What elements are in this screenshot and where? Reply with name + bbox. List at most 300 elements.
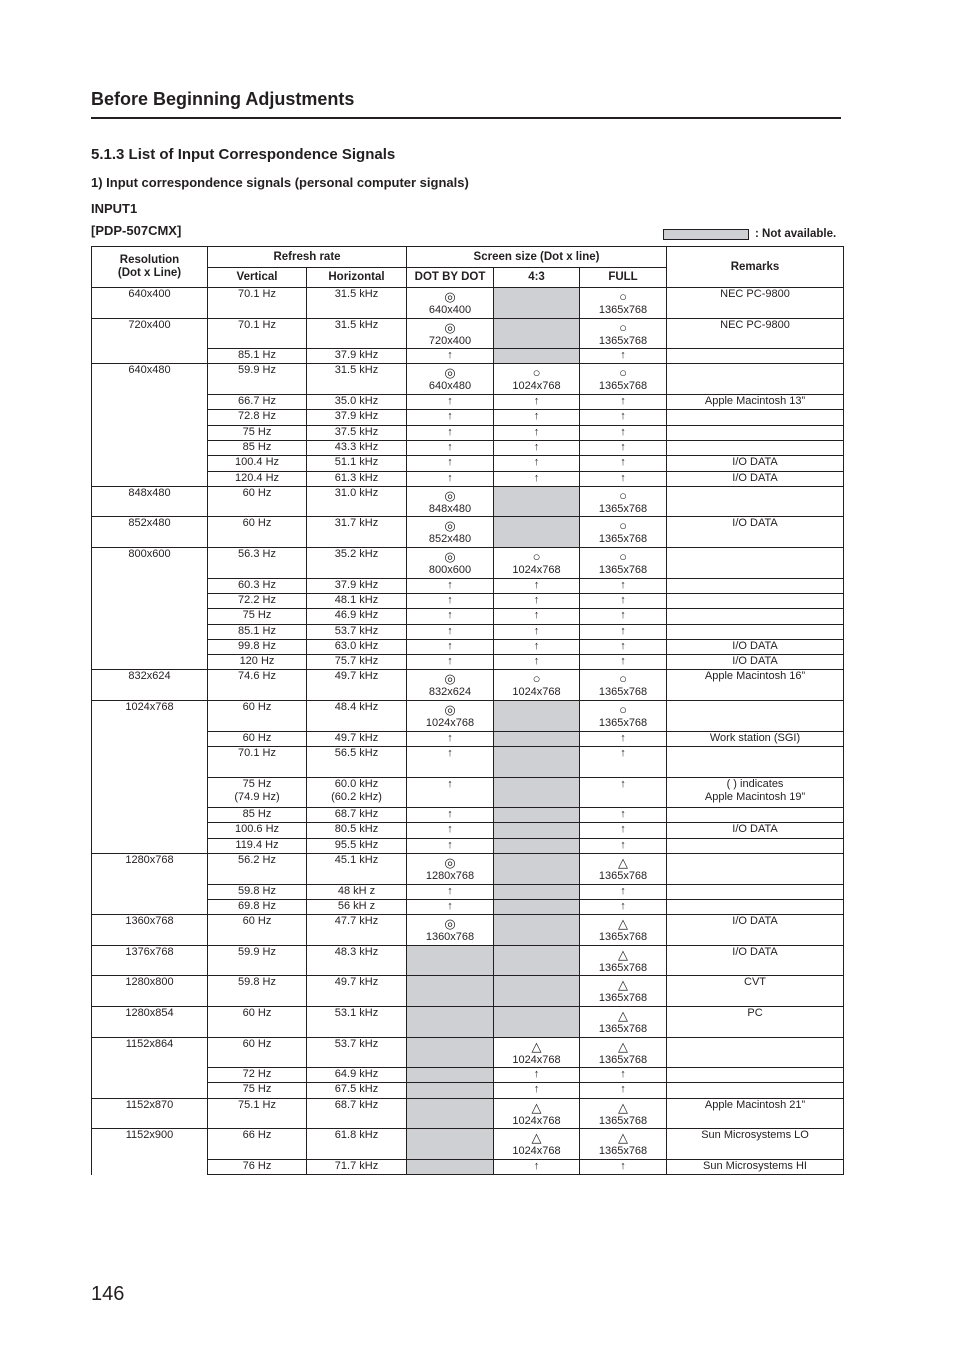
screen-size-label: 1280x768	[425, 869, 475, 882]
horizontal-cell: 31.7 kHz	[307, 517, 407, 548]
full-cell	[580, 976, 667, 1007]
full-cell: ↑	[580, 456, 667, 471]
screen-size-label: 832x624	[428, 686, 472, 699]
four-three-cell	[494, 349, 580, 364]
dot-by-dot-cell: ↑	[407, 823, 494, 838]
header-4-3: 4:3	[494, 268, 580, 288]
remarks-cell: I/O DATA	[667, 456, 844, 471]
full-cell	[580, 701, 667, 732]
remarks-cell: NEC PC-9800	[667, 318, 844, 349]
full-cell: ↑	[580, 746, 667, 777]
remarks-cell: I/O DATA	[667, 517, 844, 548]
four-three-cell	[494, 1129, 580, 1160]
dot-by-dot-cell	[407, 915, 494, 946]
screen-size-label: 1024x768	[512, 564, 561, 577]
header-remarks: Remarks	[667, 247, 844, 288]
dot-by-dot-cell: ↑	[407, 578, 494, 593]
support-mark: ◎	[444, 702, 456, 718]
four-three-cell: ↑	[494, 456, 580, 471]
full-cell: ↑	[580, 349, 667, 364]
four-three-cell	[494, 517, 580, 548]
full-cell	[580, 288, 667, 319]
resolution-cell: 832x624	[92, 670, 208, 701]
not-available-swatch	[663, 229, 749, 240]
header-vertical: Vertical	[208, 268, 307, 288]
support-mark: ◎	[444, 854, 456, 870]
four-three-cell	[494, 318, 580, 349]
signal-table-body	[92, 288, 844, 1175]
four-three-cell	[494, 548, 580, 579]
vertical-cell: 59.9 Hz	[208, 364, 307, 395]
vertical-cell: 72.2 Hz	[208, 593, 307, 608]
four-three-cell: ↑	[494, 624, 580, 639]
support-mark: ○	[619, 702, 627, 718]
horizontal-cell: 37.9 kHz	[307, 410, 407, 425]
horizontal-cell: 43.3 kHz	[307, 440, 407, 455]
horizontal-cell: 37.9 kHz	[307, 349, 407, 364]
full-cell	[580, 1006, 667, 1037]
support-mark: △	[618, 1130, 628, 1146]
horizontal-cell: 35.0 kHz	[307, 395, 407, 410]
screen-size-label: 1365x768	[598, 380, 648, 393]
screen-size-label: 848x480	[428, 502, 472, 515]
four-three-cell	[494, 731, 580, 746]
horizontal-cell: 68.7 kHz	[307, 808, 407, 823]
horizontal-cell: 51.1 kHz	[307, 456, 407, 471]
support-mark: ○	[619, 289, 627, 304]
full-cell: ↑	[580, 425, 667, 440]
full-cell: ↑	[580, 655, 667, 670]
remarks-cell	[667, 884, 844, 899]
screen-size-label: 1365x768	[598, 334, 648, 347]
dot-by-dot-cell	[407, 1006, 494, 1037]
horizontal-cell: 71.7 kHz	[307, 1159, 407, 1174]
vertical-cell: 74.6 Hz	[208, 670, 307, 701]
dot-by-dot-cell	[407, 853, 494, 884]
dot-by-dot-cell: ↑	[407, 777, 494, 808]
header-horizontal: Horizontal	[307, 268, 407, 288]
horizontal-cell: 53.7 kHz	[307, 624, 407, 639]
remarks-cell: Apple Macintosh 21”	[667, 1098, 844, 1129]
full-cell	[580, 1037, 667, 1068]
table-row	[92, 486, 844, 517]
horizontal-cell: 53.7 kHz	[307, 1037, 407, 1068]
vertical-cell: 75 Hz	[208, 1083, 307, 1098]
remarks-cell: PC	[667, 1006, 844, 1037]
four-three-cell	[494, 945, 580, 976]
remarks-cell: I/O DATA	[667, 655, 844, 670]
screen-size-label: 1365x768	[598, 717, 648, 730]
resolution-cell: 1280x768	[92, 853, 208, 914]
support-mark: ◎	[444, 671, 456, 687]
vertical-cell: 85 Hz	[208, 808, 307, 823]
full-cell: ↑	[580, 1159, 667, 1174]
dot-by-dot-cell	[407, 1159, 494, 1174]
dot-by-dot-cell	[407, 1083, 494, 1098]
subsection-title: 1) Input correspondence signals (personal computer signals)	[91, 175, 469, 190]
vertical-cell: 75 Hz	[208, 609, 307, 624]
remarks-cell: ( ) indicates Apple Macintosh 19”	[667, 777, 844, 808]
remarks-cell	[667, 425, 844, 440]
remarks-cell: I/O DATA	[667, 915, 844, 946]
full-cell	[580, 318, 667, 349]
screen-size-label: 1365x768	[598, 686, 648, 699]
legend-label: : Not available.	[755, 228, 837, 240]
support-mark: ○	[619, 518, 627, 534]
horizontal-cell: 67.5 kHz	[307, 1083, 407, 1098]
screen-size-label: 1024x768	[425, 717, 475, 730]
vertical-cell: 70.1 Hz	[208, 746, 307, 777]
vertical-cell: 66 Hz	[208, 1129, 307, 1160]
horizontal-cell: 49.7 kHz	[307, 670, 407, 701]
support-mark: △	[531, 1130, 542, 1146]
horizontal-cell: 47.7 kHz	[307, 915, 407, 946]
screen-size-label: 1365x768	[598, 1022, 648, 1035]
vertical-cell: 100.6 Hz	[208, 823, 307, 838]
remarks-cell: CVT	[667, 976, 844, 1007]
screen-size-label: 1365x768	[598, 304, 648, 316]
support-mark: ◎	[444, 518, 456, 534]
vertical-cell: 60 Hz	[208, 1006, 307, 1037]
dot-by-dot-cell: ↑	[407, 440, 494, 455]
horizontal-cell: 61.8 kHz	[307, 1129, 407, 1160]
vertical-cell: 60 Hz	[208, 1037, 307, 1068]
full-cell: ↑	[580, 471, 667, 486]
screen-size-label: 1024x768	[512, 1114, 561, 1127]
four-three-cell: ↑	[494, 1083, 580, 1098]
vertical-cell: 59.9 Hz	[208, 945, 307, 976]
vertical-cell: 72 Hz	[208, 1068, 307, 1083]
page-header	[91, 88, 841, 119]
dot-by-dot-cell: ↑	[407, 410, 494, 425]
dot-by-dot-cell: ↑	[407, 456, 494, 471]
four-three-cell	[494, 670, 580, 701]
dot-by-dot-cell: ↑	[407, 471, 494, 486]
full-cell	[580, 915, 667, 946]
support-mark: ◎	[444, 319, 456, 335]
dot-by-dot-cell: ↑	[407, 624, 494, 639]
screen-size-label: 1024x768	[512, 380, 561, 393]
table-row	[92, 670, 844, 701]
table-row	[92, 945, 844, 976]
horizontal-cell: 48.4 kHz	[307, 701, 407, 732]
remarks-cell	[667, 1068, 844, 1083]
horizontal-cell: 48 kH z	[307, 884, 407, 899]
full-cell: ↑	[580, 1083, 667, 1098]
vertical-cell: 59.8 Hz	[208, 884, 307, 899]
screen-size-label: 1365x768	[598, 961, 648, 974]
horizontal-cell: 31.5 kHz	[307, 288, 407, 319]
signal-table	[91, 246, 844, 1175]
horizontal-cell: 61.3 kHz	[307, 471, 407, 486]
vertical-cell: 75 Hz	[208, 425, 307, 440]
remarks-cell	[667, 578, 844, 593]
header-full: FULL	[580, 268, 667, 288]
dot-by-dot-cell: ↑	[407, 609, 494, 624]
horizontal-cell: 63.0 kHz	[307, 639, 407, 654]
support-mark: ○	[532, 365, 541, 381]
remarks-cell: Sun Microsystems LO	[667, 1129, 844, 1160]
four-three-cell: ↑	[494, 578, 580, 593]
support-mark: ○	[619, 487, 627, 503]
remarks-cell	[667, 838, 844, 853]
vertical-cell: 60 Hz	[208, 701, 307, 732]
full-cell: ↑	[580, 639, 667, 654]
four-three-cell	[494, 777, 580, 808]
four-three-cell	[494, 838, 580, 853]
dot-by-dot-cell	[407, 1068, 494, 1083]
table-row	[92, 288, 844, 319]
vertical-cell: 60 Hz	[208, 915, 307, 946]
table-row	[92, 1006, 844, 1037]
table-row	[92, 517, 844, 548]
full-cell: ↑	[580, 1068, 667, 1083]
support-mark: △	[618, 1038, 628, 1054]
support-mark: ○	[619, 549, 627, 565]
table-row	[92, 548, 844, 579]
support-mark: ◎	[444, 916, 456, 932]
four-three-cell	[494, 899, 580, 914]
resolution-cell: 1360x768	[92, 915, 208, 946]
resolution-cell: 1280x854	[92, 1006, 208, 1037]
remarks-cell	[667, 440, 844, 455]
vertical-cell: 60 Hz	[208, 731, 307, 746]
resolution-cell: 1152x870	[92, 1098, 208, 1129]
support-mark: ○	[619, 671, 627, 687]
screen-size-label: 640x480	[428, 380, 472, 393]
dot-by-dot-cell	[407, 670, 494, 701]
full-cell: ↑	[580, 624, 667, 639]
resolution-cell: 1024x768	[92, 701, 208, 854]
full-cell: ↑	[580, 593, 667, 608]
table-row	[92, 853, 844, 884]
full-cell: ↑	[580, 823, 667, 838]
dot-by-dot-cell: ↑	[407, 425, 494, 440]
full-cell: ↑	[580, 578, 667, 593]
full-cell	[580, 945, 667, 976]
dot-by-dot-cell	[407, 701, 494, 732]
table-row	[92, 364, 844, 395]
resolution-cell: 1152x864	[92, 1037, 208, 1098]
dot-by-dot-cell	[407, 318, 494, 349]
dot-by-dot-cell	[407, 517, 494, 548]
remarks-cell	[667, 1037, 844, 1068]
vertical-cell: 99.8 Hz	[208, 639, 307, 654]
screen-size-label: 1024x768	[512, 1053, 561, 1066]
horizontal-cell: 31.5 kHz	[307, 318, 407, 349]
four-three-cell: ↑	[494, 395, 580, 410]
dot-by-dot-cell: ↑	[407, 395, 494, 410]
horizontal-cell: 31.5 kHz	[307, 364, 407, 395]
horizontal-cell: 64.9 kHz	[307, 1068, 407, 1083]
dot-by-dot-cell	[407, 288, 494, 319]
screen-size-label: 1365x768	[598, 533, 648, 546]
table-row	[92, 915, 844, 946]
screen-size-label: 852x480	[428, 533, 472, 546]
resolution-cell: 1376x768	[92, 945, 208, 976]
vertical-cell: 119.4 Hz	[208, 838, 307, 853]
screen-size-label: 1365x768	[598, 931, 648, 944]
full-cell	[580, 1098, 667, 1129]
table-row	[92, 701, 844, 732]
four-three-cell	[494, 701, 580, 732]
remarks-cell	[667, 593, 844, 608]
support-mark: ◎	[444, 549, 456, 565]
horizontal-cell: 75.7 kHz	[307, 655, 407, 670]
four-three-cell	[494, 884, 580, 899]
dot-by-dot-cell: ↑	[407, 808, 494, 823]
section-title: 5.1.3 List of Input Correspondence Signals	[91, 146, 396, 163]
table-row	[92, 318, 844, 349]
vertical-cell: 120 Hz	[208, 655, 307, 670]
dot-by-dot-cell	[407, 1037, 494, 1068]
vertical-cell: 85.1 Hz	[208, 624, 307, 639]
dot-by-dot-cell: ↑	[407, 884, 494, 899]
remarks-cell: Apple Macintosh 16”	[667, 670, 844, 701]
remarks-cell: I/O DATA	[667, 471, 844, 486]
support-mark: ◎	[444, 365, 456, 381]
remarks-cell	[667, 486, 844, 517]
dot-by-dot-cell: ↑	[407, 838, 494, 853]
full-cell: ↑	[580, 731, 667, 746]
remarks-cell: I/O DATA	[667, 823, 844, 838]
vertical-cell: 72.8 Hz	[208, 410, 307, 425]
vertical-cell: 75.1 Hz	[208, 1098, 307, 1129]
dot-by-dot-cell: ↑	[407, 655, 494, 670]
dot-by-dot-cell	[407, 1098, 494, 1129]
vertical-cell: 69.8 Hz	[208, 899, 307, 914]
horizontal-cell: 35.2 kHz	[307, 548, 407, 579]
dot-by-dot-cell	[407, 548, 494, 579]
screen-size-label: 1365x768	[598, 564, 648, 577]
remarks-cell	[667, 1083, 844, 1098]
resolution-cell: 1152x900	[92, 1129, 208, 1175]
screen-size-label: 1365x768	[598, 1053, 648, 1066]
legend	[663, 228, 836, 240]
horizontal-cell: 48.3 kHz	[307, 945, 407, 976]
remarks-cell: Work station (SGI)	[667, 731, 844, 746]
table-row	[92, 1037, 844, 1068]
page-number: 146	[91, 1283, 125, 1305]
full-cell	[580, 670, 667, 701]
horizontal-cell: 80.5 kHz	[307, 823, 407, 838]
four-three-cell: ↑	[494, 655, 580, 670]
four-three-cell	[494, 823, 580, 838]
header-dot-by-dot: DOT BY DOT	[407, 268, 494, 288]
support-mark: ◎	[444, 289, 456, 304]
remarks-cell	[667, 808, 844, 823]
resolution-cell: 800x600	[92, 548, 208, 670]
vertical-cell: 56.2 Hz	[208, 853, 307, 884]
four-three-cell	[494, 976, 580, 1007]
horizontal-cell: 31.0 kHz	[307, 486, 407, 517]
remarks-cell	[667, 853, 844, 884]
support-mark: △	[531, 1099, 542, 1115]
dot-by-dot-cell: ↑	[407, 746, 494, 777]
full-cell: ↑	[580, 609, 667, 624]
dot-by-dot-cell	[407, 486, 494, 517]
header-screen-size: Screen size (Dot x line)	[407, 247, 667, 268]
four-three-cell	[494, 1098, 580, 1129]
full-cell: ↑	[580, 838, 667, 853]
four-three-cell: ↑	[494, 440, 580, 455]
vertical-cell: 60.3 Hz	[208, 578, 307, 593]
screen-size-label: 1365x768	[598, 1145, 648, 1158]
four-three-cell	[494, 808, 580, 823]
screen-size-label: 1365x768	[598, 992, 648, 1005]
full-cell	[580, 486, 667, 517]
horizontal-cell: 46.9 kHz	[307, 609, 407, 624]
horizontal-cell: 49.7 kHz	[307, 976, 407, 1007]
four-three-cell: ↑	[494, 1068, 580, 1083]
full-cell: ↑	[580, 410, 667, 425]
vertical-cell: 60 Hz	[208, 486, 307, 517]
full-cell: ↑	[580, 777, 667, 808]
support-mark: △	[531, 1038, 542, 1054]
remarks-cell	[667, 899, 844, 914]
page-header-title: Before Beginning Adjustments	[91, 89, 355, 109]
vertical-cell: 85 Hz	[208, 440, 307, 455]
support-mark: ○	[619, 319, 627, 335]
dot-by-dot-cell: ↑	[407, 349, 494, 364]
remarks-cell	[667, 701, 844, 732]
four-three-cell	[494, 853, 580, 884]
full-cell: ↑	[580, 899, 667, 914]
vertical-cell: 60 Hz	[208, 517, 307, 548]
screen-size-label: 800x600	[428, 564, 472, 577]
support-mark: △	[618, 1007, 628, 1023]
screen-size-label: 1024x768	[512, 1145, 561, 1158]
four-three-cell: ↑	[494, 1159, 580, 1174]
four-three-cell: ↑	[494, 593, 580, 608]
remarks-cell	[667, 349, 844, 364]
model-label: [PDP-507CMX]	[91, 223, 182, 238]
support-mark: ○	[619, 365, 627, 381]
remarks-cell	[667, 410, 844, 425]
horizontal-cell: 53.1 kHz	[307, 1006, 407, 1037]
horizontal-cell: 56.5 kHz	[307, 746, 407, 777]
screen-size-label: 1360x768	[425, 931, 475, 944]
screen-size-label: 1024x768	[512, 686, 561, 699]
screen-size-label: 1365x768	[598, 1114, 648, 1127]
vertical-cell: 85.1 Hz	[208, 349, 307, 364]
vertical-cell: 66.7 Hz	[208, 395, 307, 410]
full-cell	[580, 364, 667, 395]
vertical-cell: 120.4 Hz	[208, 471, 307, 486]
support-mark: △	[618, 977, 628, 993]
support-mark: △	[618, 946, 628, 962]
four-three-cell: ↑	[494, 639, 580, 654]
table-row	[92, 1098, 844, 1129]
remarks-cell: I/O DATA	[667, 639, 844, 654]
dot-by-dot-cell: ↑	[407, 899, 494, 914]
four-three-cell: ↑	[494, 471, 580, 486]
resolution-cell: 848x480	[92, 486, 208, 517]
remarks-cell	[667, 364, 844, 395]
screen-size-label: 1365x768	[598, 502, 648, 515]
header-resolution: Resolution (Dot x Line)	[92, 247, 208, 288]
four-three-cell	[494, 1037, 580, 1068]
vertical-cell: 70.1 Hz	[208, 288, 307, 319]
horizontal-cell: 45.1 kHz	[307, 853, 407, 884]
vertical-cell: 70.1 Hz	[208, 318, 307, 349]
remarks-cell	[667, 548, 844, 579]
support-mark: △	[618, 916, 628, 932]
horizontal-cell: 60.0 kHz (60.2 kHz)	[307, 777, 407, 808]
remarks-cell	[667, 609, 844, 624]
vertical-cell: 59.8 Hz	[208, 976, 307, 1007]
support-mark: △	[618, 1099, 628, 1115]
